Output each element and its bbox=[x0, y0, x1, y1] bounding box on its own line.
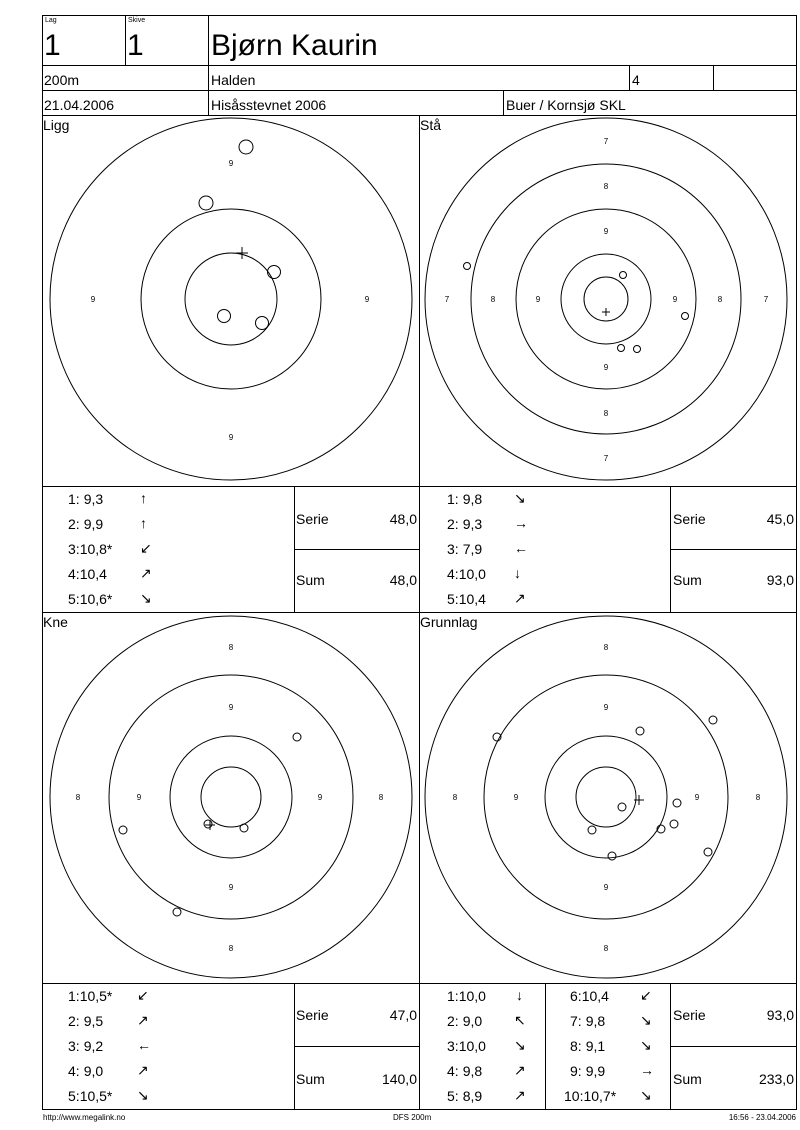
ring bbox=[50, 118, 412, 480]
shot-direction-arrow: ↗ bbox=[514, 590, 526, 606]
grunnlag-res-hline bbox=[670, 1046, 797, 1047]
shot-hole bbox=[618, 803, 626, 811]
shot-hole bbox=[239, 140, 253, 154]
staa-title: Stå bbox=[420, 117, 442, 133]
ring bbox=[425, 118, 787, 480]
shot-number: 3: 7,9 bbox=[447, 541, 483, 557]
shot-hole bbox=[682, 313, 689, 320]
kne-title: Kne bbox=[43, 614, 68, 630]
ring-label: 8 bbox=[755, 793, 761, 802]
footer-program: DFS 200m bbox=[393, 1113, 432, 1122]
ring-label: 8 bbox=[717, 295, 723, 304]
staa-serie-label: Serie bbox=[673, 511, 706, 527]
distance: 200m bbox=[44, 72, 80, 88]
ring-label: 7 bbox=[603, 454, 609, 463]
club-name: Buer / Kornsjø SKL bbox=[506, 97, 626, 113]
ring bbox=[516, 209, 696, 389]
shot-number: 1: 9,8 bbox=[447, 491, 483, 507]
shot-hole bbox=[240, 824, 248, 832]
shot-number: 2: 9,0 bbox=[447, 1013, 483, 1029]
shot-direction-arrow: ↘ bbox=[140, 590, 152, 606]
grunnlag-sum-label: Sum bbox=[673, 1071, 702, 1087]
shot-number: 8: 9,1 bbox=[570, 1038, 606, 1054]
shot-direction-arrow: ← bbox=[514, 540, 528, 556]
ring-label: 9 bbox=[535, 295, 541, 304]
shot-direction-arrow: ↙ bbox=[137, 987, 149, 1003]
header-vline-1 bbox=[125, 15, 126, 65]
ring-label: 9 bbox=[90, 295, 96, 304]
frame-bottom bbox=[42, 1109, 797, 1110]
kne-serie-value: 47,0 bbox=[389, 1007, 417, 1023]
frame-top bbox=[42, 15, 797, 16]
ring bbox=[471, 164, 741, 434]
shot-hole bbox=[636, 727, 644, 735]
shot-direction-arrow: ← bbox=[137, 1037, 151, 1053]
shot-number: 5: 8,9 bbox=[447, 1088, 483, 1104]
ligg-serie-value: 48,0 bbox=[389, 511, 417, 527]
shot-hole bbox=[620, 272, 627, 279]
shot-direction-arrow: ↗ bbox=[137, 1012, 149, 1028]
kne-sum-value: 140,0 bbox=[381, 1071, 417, 1087]
shot-direction-arrow: ↙ bbox=[140, 540, 152, 556]
shot-number: 5:10,6* bbox=[68, 591, 113, 607]
shot-hole bbox=[256, 317, 269, 330]
grunnlag-serie-value: 93,0 bbox=[766, 1007, 794, 1023]
grunnlag-mid-vline bbox=[545, 983, 546, 1109]
shot-direction-arrow: ↓ bbox=[514, 565, 521, 581]
ring-label: 9 bbox=[136, 793, 142, 802]
ring bbox=[50, 616, 412, 978]
header-vline-2 bbox=[208, 15, 209, 115]
shot-number: 4: 9,8 bbox=[447, 1063, 483, 1079]
ring-label: 9 bbox=[228, 159, 234, 168]
ligg-serie-label: Serie bbox=[296, 511, 329, 527]
ring-label: 9 bbox=[603, 227, 609, 236]
ring-label: 9 bbox=[228, 703, 234, 712]
ring-label: 7 bbox=[763, 295, 769, 304]
header-vline-5 bbox=[503, 90, 504, 115]
staa-target bbox=[420, 115, 796, 486]
group-center-cross bbox=[602, 308, 610, 316]
lag-label: Lag bbox=[45, 17, 57, 24]
shot-hole bbox=[218, 310, 231, 323]
ligg-sum-value: 48,0 bbox=[389, 572, 417, 588]
staa-sum-label: Sum bbox=[673, 572, 702, 588]
shot-hole bbox=[670, 820, 678, 828]
skive-label: Skive bbox=[128, 17, 146, 24]
footer-timestamp: 16:56 - 23.04.2006 bbox=[728, 1113, 796, 1122]
ring-label: 8 bbox=[603, 409, 609, 418]
frame-right bbox=[796, 15, 797, 1110]
ring-label: 9 bbox=[603, 703, 609, 712]
ligg-title: Ligg bbox=[43, 117, 70, 133]
shot-number: 7: 9,8 bbox=[570, 1013, 606, 1029]
ring-label: 9 bbox=[317, 793, 323, 802]
ring-label: 9 bbox=[228, 883, 234, 892]
shot-number: 5:10,4 bbox=[447, 591, 486, 607]
ring-label: 8 bbox=[603, 944, 609, 953]
ring-label: 8 bbox=[603, 643, 609, 652]
staa-res-hline bbox=[670, 549, 797, 550]
club-city: Halden bbox=[211, 72, 256, 88]
kne-serie-label: Serie bbox=[296, 1007, 329, 1023]
shot-number: 4: 9,0 bbox=[68, 1063, 104, 1079]
ring bbox=[425, 616, 787, 978]
shot-number: 4:10,4 bbox=[68, 566, 107, 582]
ligg-res-hline bbox=[294, 549, 419, 550]
shot-direction-arrow: ↖ bbox=[514, 1012, 526, 1028]
shot-hole bbox=[618, 345, 625, 352]
shot-number: 1: 9,3 bbox=[68, 491, 104, 507]
shot-number: 3:10,8* bbox=[68, 541, 113, 557]
shot-number: 10:10,7* bbox=[564, 1088, 617, 1104]
skive-value: 1 bbox=[127, 29, 144, 62]
shot-hole bbox=[119, 826, 127, 834]
ring-label: 9 bbox=[672, 295, 678, 304]
ring-label: 9 bbox=[603, 363, 609, 372]
shot-number: 2: 9,3 bbox=[447, 516, 483, 532]
shot-hole bbox=[704, 848, 712, 856]
header-divider-1 bbox=[42, 65, 797, 66]
shot-hole bbox=[634, 346, 641, 353]
event-name: Hisåsstevnet 2006 bbox=[211, 97, 327, 113]
ring-label: 9 bbox=[603, 883, 609, 892]
ring bbox=[561, 254, 651, 344]
ring bbox=[201, 767, 261, 827]
shot-number: 4:10,0 bbox=[447, 566, 486, 582]
ring bbox=[170, 736, 292, 858]
shot-hole bbox=[293, 733, 301, 741]
results2-top-divider bbox=[42, 983, 797, 984]
shot-direction-arrow: → bbox=[640, 1062, 654, 1078]
ring-label: 9 bbox=[694, 793, 700, 802]
ligg-sum-label: Sum bbox=[296, 572, 325, 588]
shot-direction-arrow: ↗ bbox=[514, 1062, 526, 1078]
lag-value: 1 bbox=[44, 29, 61, 62]
staa-serie-value: 45,0 bbox=[766, 511, 794, 527]
shot-direction-arrow: ↘ bbox=[640, 1037, 652, 1053]
ring-label: 8 bbox=[228, 944, 234, 953]
kne-res-hline bbox=[294, 1046, 419, 1047]
shot-number: 2: 9,9 bbox=[68, 516, 104, 532]
ring bbox=[185, 253, 277, 345]
ring-label: 9 bbox=[364, 295, 370, 304]
staa-sum-value: 93,0 bbox=[766, 572, 794, 588]
ring-label: 8 bbox=[228, 643, 234, 652]
shot-hole bbox=[464, 263, 471, 270]
shot-hole bbox=[709, 716, 717, 724]
ring-label: 8 bbox=[603, 182, 609, 191]
shot-number: 5:10,5* bbox=[68, 1088, 113, 1104]
shot-number: 3:10,0 bbox=[447, 1038, 486, 1054]
ring-label: 7 bbox=[603, 137, 609, 146]
ring-label: 9 bbox=[513, 793, 519, 802]
ring-label: 9 bbox=[228, 433, 234, 442]
kne-sum-label: Sum bbox=[296, 1071, 325, 1087]
shot-number: 6:10,4 bbox=[570, 988, 609, 1004]
ring-label: 7 bbox=[444, 295, 450, 304]
shot-number: 3: 9,2 bbox=[68, 1038, 104, 1054]
ring-label: 8 bbox=[490, 295, 496, 304]
shot-direction-arrow: ↓ bbox=[516, 987, 523, 1003]
shot-direction-arrow: ↗ bbox=[137, 1062, 149, 1078]
shot-number: 1:10,5* bbox=[68, 988, 113, 1004]
kne-target bbox=[42, 613, 419, 983]
shot-direction-arrow: ↙ bbox=[640, 987, 652, 1003]
ring bbox=[576, 767, 636, 827]
ring-label: 8 bbox=[378, 793, 384, 802]
ring-label: 8 bbox=[452, 793, 458, 802]
shot-hole bbox=[608, 852, 616, 860]
shot-direction-arrow: ↗ bbox=[140, 565, 152, 581]
shot-direction-arrow: ↘ bbox=[640, 1012, 652, 1028]
group-center-cross bbox=[236, 247, 248, 259]
ring bbox=[545, 736, 667, 858]
ring-label: 8 bbox=[75, 793, 81, 802]
shot-direction-arrow: ↘ bbox=[514, 490, 526, 506]
shot-direction-arrow: ↘ bbox=[514, 1037, 526, 1053]
shot-hole bbox=[588, 826, 596, 834]
shot-direction-arrow: ↘ bbox=[137, 1087, 149, 1103]
header-divider-2 bbox=[42, 90, 797, 91]
grunnlag-target bbox=[420, 613, 796, 983]
footer-url[interactable]: http://www.megalink.no bbox=[43, 1113, 126, 1122]
class-value: 4 bbox=[632, 72, 640, 88]
shot-number: 1:10,0 bbox=[447, 988, 486, 1004]
grunnlag-title: Grunnlag bbox=[420, 614, 478, 630]
results-top-divider bbox=[42, 486, 797, 487]
shot-direction-arrow: ↗ bbox=[514, 1087, 526, 1103]
shot-number: 9: 9,9 bbox=[570, 1063, 606, 1079]
ring bbox=[141, 209, 321, 389]
shot-hole bbox=[173, 908, 181, 916]
grunnlag-sum-value: 233,0 bbox=[758, 1071, 794, 1087]
header-vline-4 bbox=[713, 65, 714, 90]
shot-hole bbox=[268, 266, 281, 279]
shot-hole bbox=[673, 799, 681, 807]
shot-number: 2: 9,5 bbox=[68, 1013, 104, 1029]
shot-direction-arrow: ↑ bbox=[140, 490, 147, 506]
ligg-target bbox=[42, 115, 419, 486]
shot-direction-arrow: ↑ bbox=[140, 515, 147, 531]
date: 21.04.2006 bbox=[44, 97, 115, 113]
shot-direction-arrow: ↘ bbox=[640, 1087, 652, 1103]
header-vline-3 bbox=[629, 65, 630, 90]
shooter-name: Bjørn Kaurin bbox=[211, 29, 378, 62]
shot-hole bbox=[199, 196, 213, 210]
shot-direction-arrow: → bbox=[514, 515, 528, 531]
grunnlag-serie-label: Serie bbox=[673, 1007, 706, 1023]
shot-hole bbox=[204, 820, 212, 828]
